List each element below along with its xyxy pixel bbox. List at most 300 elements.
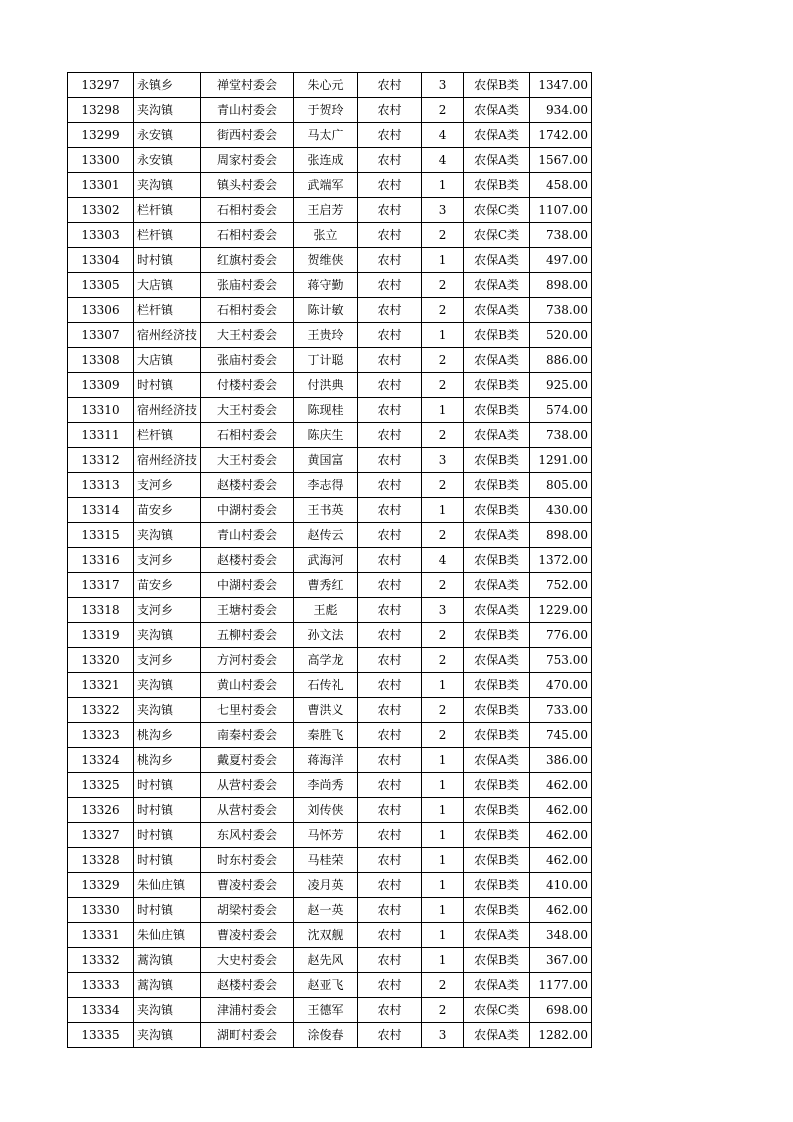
table-row xyxy=(68,173,592,198)
table-row xyxy=(68,448,592,473)
table-row xyxy=(68,373,592,398)
table-row xyxy=(68,298,592,323)
insurance-category-cell: 农保A类 xyxy=(464,348,530,373)
amount-cell: 733.00 xyxy=(530,698,592,723)
area-type-cell: 农村 xyxy=(358,598,422,623)
insurance-category-cell: 农保B类 xyxy=(464,548,530,573)
record-id-cell: 13304 xyxy=(68,248,134,273)
area-type-cell: 农村 xyxy=(358,1023,422,1048)
area-type-cell: 农村 xyxy=(358,773,422,798)
village-committee-cell: 从营村委会 xyxy=(201,798,294,823)
record-id-cell: 13321 xyxy=(68,673,134,698)
area-type-cell: 农村 xyxy=(358,373,422,398)
amount-cell: 925.00 xyxy=(530,373,592,398)
table-row xyxy=(68,848,592,873)
insurance-category-cell: 农保B类 xyxy=(464,773,530,798)
insurance-category-cell: 农保B类 xyxy=(464,498,530,523)
table-row xyxy=(68,823,592,848)
village-committee-cell: 五柳村委会 xyxy=(201,623,294,648)
person-name-cell: 陈现桂 xyxy=(294,398,358,423)
table-row xyxy=(68,923,592,948)
amount-cell: 462.00 xyxy=(530,773,592,798)
insurance-category-cell: 农保A类 xyxy=(464,1023,530,1048)
village-committee-cell: 戴夏村委会 xyxy=(201,748,294,773)
person-name-cell: 陈计敏 xyxy=(294,298,358,323)
area-type-cell: 农村 xyxy=(358,173,422,198)
area-type-cell: 农村 xyxy=(358,898,422,923)
person-name-cell: 朱心元 xyxy=(294,73,358,98)
amount-cell: 934.00 xyxy=(530,98,592,123)
village-committee-cell: 石相村委会 xyxy=(201,298,294,323)
insurance-category-cell: 农保B类 xyxy=(464,698,530,723)
household-count-cell: 2 xyxy=(422,298,464,323)
village-committee-cell: 中湖村委会 xyxy=(201,573,294,598)
household-count-cell: 1 xyxy=(422,773,464,798)
amount-cell: 462.00 xyxy=(530,798,592,823)
record-id-cell: 13326 xyxy=(68,798,134,823)
record-id-cell: 13335 xyxy=(68,1023,134,1048)
table-row xyxy=(68,523,592,548)
township-cell: 朱仙庄镇 xyxy=(134,873,201,898)
township-cell: 栏杆镇 xyxy=(134,298,201,323)
area-type-cell: 农村 xyxy=(358,723,422,748)
table-row xyxy=(68,473,592,498)
person-name-cell: 马怀芳 xyxy=(294,823,358,848)
table-row xyxy=(68,698,592,723)
record-id-cell: 13325 xyxy=(68,773,134,798)
table-row xyxy=(68,623,592,648)
household-count-cell: 1 xyxy=(422,898,464,923)
township-cell: 苗安乡 xyxy=(134,573,201,598)
area-type-cell: 农村 xyxy=(358,573,422,598)
record-id-cell: 13322 xyxy=(68,698,134,723)
amount-cell: 410.00 xyxy=(530,873,592,898)
household-count-cell: 4 xyxy=(422,548,464,573)
household-count-cell: 4 xyxy=(422,148,464,173)
amount-cell: 898.00 xyxy=(530,523,592,548)
amount-cell: 1372.00 xyxy=(530,548,592,573)
amount-cell: 698.00 xyxy=(530,998,592,1023)
amount-cell: 430.00 xyxy=(530,498,592,523)
household-count-cell: 2 xyxy=(422,973,464,998)
insurance-category-cell: 农保B类 xyxy=(464,448,530,473)
amount-cell: 470.00 xyxy=(530,673,592,698)
table-row xyxy=(68,198,592,223)
insurance-category-cell: 农保B类 xyxy=(464,73,530,98)
household-count-cell: 2 xyxy=(422,473,464,498)
record-id-cell: 13311 xyxy=(68,423,134,448)
insurance-category-cell: 农保B类 xyxy=(464,623,530,648)
person-name-cell: 付洪典 xyxy=(294,373,358,398)
area-type-cell: 农村 xyxy=(358,273,422,298)
village-committee-cell: 大王村委会 xyxy=(201,398,294,423)
township-cell: 夹沟镇 xyxy=(134,673,201,698)
area-type-cell: 农村 xyxy=(358,223,422,248)
insurance-category-cell: 农保B类 xyxy=(464,723,530,748)
table-row xyxy=(68,573,592,598)
person-name-cell: 秦胜飞 xyxy=(294,723,358,748)
household-count-cell: 2 xyxy=(422,723,464,748)
insurance-category-cell: 农保B类 xyxy=(464,898,530,923)
township-cell: 大店镇 xyxy=(134,348,201,373)
record-id-cell: 13319 xyxy=(68,623,134,648)
amount-cell: 886.00 xyxy=(530,348,592,373)
person-name-cell: 沈双舰 xyxy=(294,923,358,948)
village-committee-cell: 大王村委会 xyxy=(201,448,294,473)
person-name-cell: 马太广 xyxy=(294,123,358,148)
area-type-cell: 农村 xyxy=(358,123,422,148)
area-type-cell: 农村 xyxy=(358,548,422,573)
village-committee-cell: 周家村委会 xyxy=(201,148,294,173)
record-id-cell: 13315 xyxy=(68,523,134,548)
village-committee-cell: 黄山村委会 xyxy=(201,673,294,698)
township-cell: 苗安乡 xyxy=(134,498,201,523)
area-type-cell: 农村 xyxy=(358,673,422,698)
table-row xyxy=(68,423,592,448)
area-type-cell: 农村 xyxy=(358,298,422,323)
area-type-cell: 农村 xyxy=(358,623,422,648)
record-id-cell: 13307 xyxy=(68,323,134,348)
household-count-cell: 1 xyxy=(422,823,464,848)
insurance-category-cell: 农保B类 xyxy=(464,673,530,698)
village-committee-cell: 曹凌村委会 xyxy=(201,923,294,948)
township-cell: 时村镇 xyxy=(134,898,201,923)
insurance-category-cell: 农保A类 xyxy=(464,148,530,173)
household-count-cell: 3 xyxy=(422,198,464,223)
village-committee-cell: 南秦村委会 xyxy=(201,723,294,748)
village-committee-cell: 付楼村委会 xyxy=(201,373,294,398)
person-name-cell: 武端军 xyxy=(294,173,358,198)
amount-cell: 898.00 xyxy=(530,273,592,298)
village-committee-cell: 东风村委会 xyxy=(201,823,294,848)
amount-cell: 752.00 xyxy=(530,573,592,598)
township-cell: 支河乡 xyxy=(134,473,201,498)
household-count-cell: 1 xyxy=(422,873,464,898)
table-row xyxy=(68,223,592,248)
area-type-cell: 农村 xyxy=(358,698,422,723)
record-id-cell: 13323 xyxy=(68,723,134,748)
township-cell: 时村镇 xyxy=(134,823,201,848)
household-count-cell: 2 xyxy=(422,273,464,298)
insurance-category-cell: 农保A类 xyxy=(464,748,530,773)
village-committee-cell: 湖町村委会 xyxy=(201,1023,294,1048)
village-committee-cell: 赵楼村委会 xyxy=(201,548,294,573)
household-count-cell: 3 xyxy=(422,448,464,473)
person-name-cell: 黄国富 xyxy=(294,448,358,473)
person-name-cell: 赵一英 xyxy=(294,898,358,923)
person-name-cell: 曹秀红 xyxy=(294,573,358,598)
insurance-category-cell: 农保A类 xyxy=(464,523,530,548)
insurance-category-cell: 农保B类 xyxy=(464,798,530,823)
record-id-cell: 13301 xyxy=(68,173,134,198)
township-cell: 支河乡 xyxy=(134,598,201,623)
person-name-cell: 张立 xyxy=(294,223,358,248)
township-cell: 夹沟镇 xyxy=(134,998,201,1023)
village-committee-cell: 张庙村委会 xyxy=(201,273,294,298)
household-count-cell: 1 xyxy=(422,498,464,523)
insurance-category-cell: 农保C类 xyxy=(464,198,530,223)
person-name-cell: 张连成 xyxy=(294,148,358,173)
amount-cell: 753.00 xyxy=(530,648,592,673)
village-committee-cell: 从营村委会 xyxy=(201,773,294,798)
area-type-cell: 农村 xyxy=(358,748,422,773)
household-count-cell: 2 xyxy=(422,373,464,398)
amount-cell: 738.00 xyxy=(530,298,592,323)
insurance-category-cell: 农保B类 xyxy=(464,823,530,848)
person-name-cell: 马桂荣 xyxy=(294,848,358,873)
person-name-cell: 丁计聪 xyxy=(294,348,358,373)
table-row xyxy=(68,723,592,748)
table-row xyxy=(68,898,592,923)
amount-cell: 738.00 xyxy=(530,223,592,248)
amount-cell: 1229.00 xyxy=(530,598,592,623)
township-cell: 时村镇 xyxy=(134,798,201,823)
record-id-cell: 13317 xyxy=(68,573,134,598)
insurance-category-cell: 农保C类 xyxy=(464,223,530,248)
village-committee-cell: 时东村委会 xyxy=(201,848,294,873)
record-id-cell: 13320 xyxy=(68,648,134,673)
insurance-category-cell: 农保A类 xyxy=(464,648,530,673)
household-count-cell: 2 xyxy=(422,423,464,448)
household-count-cell: 1 xyxy=(422,398,464,423)
record-id-cell: 13318 xyxy=(68,598,134,623)
area-type-cell: 农村 xyxy=(358,398,422,423)
table-row xyxy=(68,1023,592,1048)
person-name-cell: 涂俊春 xyxy=(294,1023,358,1048)
table-row xyxy=(68,798,592,823)
record-id-cell: 13298 xyxy=(68,98,134,123)
person-name-cell: 贺维侠 xyxy=(294,248,358,273)
area-type-cell: 农村 xyxy=(358,923,422,948)
village-committee-cell: 七里村委会 xyxy=(201,698,294,723)
amount-cell: 458.00 xyxy=(530,173,592,198)
insurance-category-cell: 农保A类 xyxy=(464,598,530,623)
area-type-cell: 农村 xyxy=(358,823,422,848)
record-id-cell: 13332 xyxy=(68,948,134,973)
insurance-category-cell: 农保B类 xyxy=(464,473,530,498)
township-cell: 时村镇 xyxy=(134,373,201,398)
insurance-category-cell: 农保A类 xyxy=(464,973,530,998)
insurance-category-cell: 农保A类 xyxy=(464,123,530,148)
record-id-cell: 13312 xyxy=(68,448,134,473)
person-name-cell: 赵传云 xyxy=(294,523,358,548)
area-type-cell: 农村 xyxy=(358,423,422,448)
household-count-cell: 1 xyxy=(422,173,464,198)
amount-cell: 348.00 xyxy=(530,923,592,948)
person-name-cell: 赵亚飞 xyxy=(294,973,358,998)
household-count-cell: 2 xyxy=(422,98,464,123)
township-cell: 蒿沟镇 xyxy=(134,973,201,998)
village-committee-cell: 石相村委会 xyxy=(201,198,294,223)
amount-cell: 520.00 xyxy=(530,323,592,348)
table-row xyxy=(68,873,592,898)
table-row xyxy=(68,973,592,998)
insurance-category-cell: 农保A类 xyxy=(464,573,530,598)
person-name-cell: 王书英 xyxy=(294,498,358,523)
person-name-cell: 李尚秀 xyxy=(294,773,358,798)
household-count-cell: 2 xyxy=(422,223,464,248)
village-committee-cell: 大王村委会 xyxy=(201,323,294,348)
household-count-cell: 3 xyxy=(422,1023,464,1048)
village-committee-cell: 石相村委会 xyxy=(201,423,294,448)
township-cell: 朱仙庄镇 xyxy=(134,923,201,948)
amount-cell: 386.00 xyxy=(530,748,592,773)
table-row xyxy=(68,948,592,973)
person-name-cell: 蒋海洋 xyxy=(294,748,358,773)
township-cell: 夹沟镇 xyxy=(134,1023,201,1048)
person-name-cell: 孙文法 xyxy=(294,623,358,648)
insurance-category-cell: 农保B类 xyxy=(464,848,530,873)
household-count-cell: 1 xyxy=(422,323,464,348)
township-cell: 栏杆镇 xyxy=(134,198,201,223)
table-row xyxy=(68,273,592,298)
insurance-category-cell: 农保B类 xyxy=(464,398,530,423)
area-type-cell: 农村 xyxy=(358,448,422,473)
person-name-cell: 凌月英 xyxy=(294,873,358,898)
record-id-cell: 13313 xyxy=(68,473,134,498)
amount-cell: 745.00 xyxy=(530,723,592,748)
record-id-cell: 13316 xyxy=(68,548,134,573)
household-count-cell: 2 xyxy=(422,573,464,598)
amount-cell: 1347.00 xyxy=(530,73,592,98)
amount-cell: 1742.00 xyxy=(530,123,592,148)
township-cell: 宿州经济技 xyxy=(134,398,201,423)
table-row xyxy=(68,598,592,623)
record-id-cell: 13300 xyxy=(68,148,134,173)
insurance-category-cell: 农保B类 xyxy=(464,323,530,348)
area-type-cell: 农村 xyxy=(358,348,422,373)
area-type-cell: 农村 xyxy=(358,323,422,348)
record-id-cell: 13310 xyxy=(68,398,134,423)
table-row xyxy=(68,323,592,348)
insurance-category-cell: 农保A类 xyxy=(464,98,530,123)
area-type-cell: 农村 xyxy=(358,248,422,273)
insurance-category-cell: 农保A类 xyxy=(464,248,530,273)
household-count-cell: 3 xyxy=(422,73,464,98)
township-cell: 夹沟镇 xyxy=(134,173,201,198)
area-type-cell: 农村 xyxy=(358,798,422,823)
person-name-cell: 武海河 xyxy=(294,548,358,573)
table-row xyxy=(68,248,592,273)
amount-cell: 497.00 xyxy=(530,248,592,273)
record-id-cell: 13324 xyxy=(68,748,134,773)
table-row xyxy=(68,148,592,173)
township-cell: 栏杆镇 xyxy=(134,423,201,448)
insurance-category-cell: 农保B类 xyxy=(464,948,530,973)
township-cell: 夹沟镇 xyxy=(134,523,201,548)
household-count-cell: 2 xyxy=(422,648,464,673)
person-name-cell: 刘传侠 xyxy=(294,798,358,823)
amount-cell: 1291.00 xyxy=(530,448,592,473)
person-name-cell: 曹洪义 xyxy=(294,698,358,723)
village-committee-cell: 津浦村委会 xyxy=(201,998,294,1023)
village-committee-cell: 青山村委会 xyxy=(201,98,294,123)
record-id-cell: 13305 xyxy=(68,273,134,298)
person-name-cell: 于贺玲 xyxy=(294,98,358,123)
table-body xyxy=(68,73,592,1048)
table-row xyxy=(68,73,592,98)
township-cell: 栏杆镇 xyxy=(134,223,201,248)
village-committee-cell: 张庙村委会 xyxy=(201,348,294,373)
township-cell: 永镇乡 xyxy=(134,73,201,98)
table-row xyxy=(68,348,592,373)
person-name-cell: 赵先风 xyxy=(294,948,358,973)
amount-cell: 574.00 xyxy=(530,398,592,423)
amount-cell: 738.00 xyxy=(530,423,592,448)
household-count-cell: 1 xyxy=(422,923,464,948)
record-id-cell: 13302 xyxy=(68,198,134,223)
township-cell: 时村镇 xyxy=(134,773,201,798)
township-cell: 蒿沟镇 xyxy=(134,948,201,973)
household-count-cell: 2 xyxy=(422,998,464,1023)
record-id-cell: 13299 xyxy=(68,123,134,148)
village-committee-cell: 赵楼村委会 xyxy=(201,973,294,998)
person-name-cell: 王贵玲 xyxy=(294,323,358,348)
village-committee-cell: 青山村委会 xyxy=(201,523,294,548)
household-count-cell: 1 xyxy=(422,248,464,273)
insurance-category-cell: 农保B类 xyxy=(464,373,530,398)
table-row xyxy=(68,98,592,123)
insurance-category-cell: 农保A类 xyxy=(464,423,530,448)
village-committee-cell: 胡梁村委会 xyxy=(201,898,294,923)
village-committee-cell: 红旗村委会 xyxy=(201,248,294,273)
amount-cell: 805.00 xyxy=(530,473,592,498)
person-name-cell: 王德军 xyxy=(294,998,358,1023)
village-committee-cell: 王塘村委会 xyxy=(201,598,294,623)
table-row xyxy=(68,748,592,773)
township-cell: 支河乡 xyxy=(134,548,201,573)
insurance-category-cell: 农保A类 xyxy=(464,923,530,948)
record-id-cell: 13306 xyxy=(68,298,134,323)
township-cell: 时村镇 xyxy=(134,848,201,873)
table-row xyxy=(68,398,592,423)
record-id-cell: 13297 xyxy=(68,73,134,98)
township-cell: 永安镇 xyxy=(134,123,201,148)
record-id-cell: 13330 xyxy=(68,898,134,923)
record-id-cell: 13331 xyxy=(68,923,134,948)
village-committee-cell: 赵楼村委会 xyxy=(201,473,294,498)
table-row xyxy=(68,548,592,573)
area-type-cell: 农村 xyxy=(358,873,422,898)
table-row xyxy=(68,123,592,148)
area-type-cell: 农村 xyxy=(358,73,422,98)
amount-cell: 1107.00 xyxy=(530,198,592,223)
village-committee-cell: 方河村委会 xyxy=(201,648,294,673)
amount-cell: 462.00 xyxy=(530,823,592,848)
household-count-cell: 2 xyxy=(422,523,464,548)
person-name-cell: 李志得 xyxy=(294,473,358,498)
household-count-cell: 2 xyxy=(422,348,464,373)
area-type-cell: 农村 xyxy=(358,648,422,673)
record-id-cell: 13308 xyxy=(68,348,134,373)
person-name-cell: 高学龙 xyxy=(294,648,358,673)
area-type-cell: 农村 xyxy=(358,973,422,998)
township-cell: 宿州经济技 xyxy=(134,448,201,473)
table-row xyxy=(68,773,592,798)
record-id-cell: 13333 xyxy=(68,973,134,998)
record-id-cell: 13327 xyxy=(68,823,134,848)
area-type-cell: 农村 xyxy=(358,523,422,548)
household-count-cell: 1 xyxy=(422,673,464,698)
area-type-cell: 农村 xyxy=(358,98,422,123)
area-type-cell: 农村 xyxy=(358,473,422,498)
amount-cell: 1177.00 xyxy=(530,973,592,998)
village-committee-cell: 中湖村委会 xyxy=(201,498,294,523)
amount-cell: 462.00 xyxy=(530,898,592,923)
amount-cell: 776.00 xyxy=(530,623,592,648)
township-cell: 桃沟乡 xyxy=(134,723,201,748)
village-committee-cell: 大史村委会 xyxy=(201,948,294,973)
